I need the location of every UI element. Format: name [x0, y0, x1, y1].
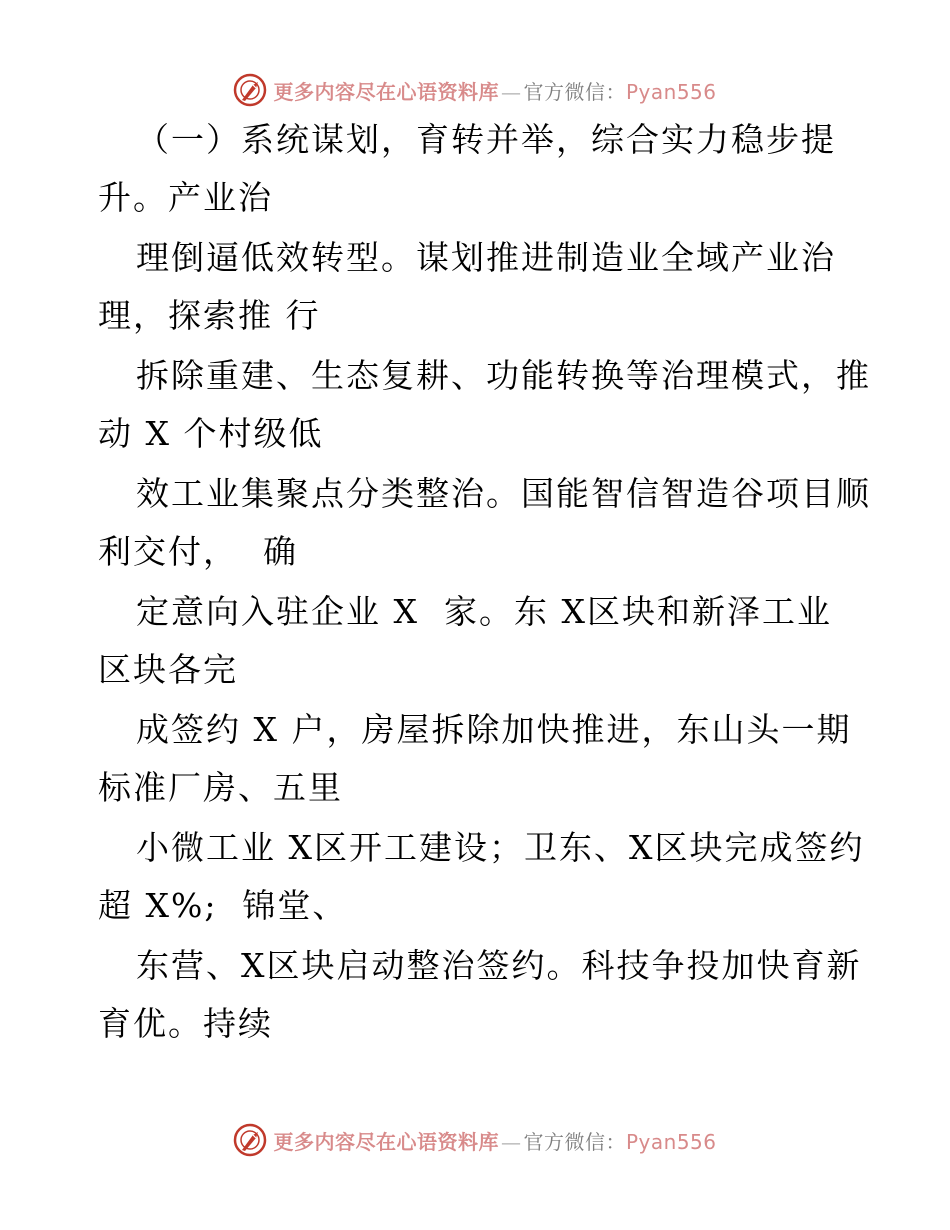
header-banner — [0, 70, 950, 110]
body-line: 利交付， 确 — [98, 532, 298, 571]
footer-banner — [0, 1120, 950, 1160]
body-line: 定意向入驻企业 X 家。东 X区块和新泽工业 — [136, 592, 832, 631]
header-wechat-label: 官方微信： — [523, 79, 626, 104]
body-line: 理，探索推 行 — [98, 296, 321, 335]
body-line: 理倒逼低效转型。谋划推进制造业全域产业治 — [136, 238, 836, 277]
body-line: 升。产业治 — [98, 178, 273, 217]
body-line: 效工业集聚点分类整治。国能智信智造谷项目顺 — [136, 474, 871, 513]
footer-wechat-label: 官方微信： — [523, 1129, 626, 1154]
footer-banner-text — [273, 1126, 716, 1155]
body-line: 拆除重建、生态复耕、功能转换等治理模式，推 — [136, 356, 871, 395]
header-brand-text: 更多内容尽在心语资料库 — [273, 79, 499, 104]
header-wechat-id: Pyan556 — [625, 79, 717, 104]
body-line: 动 X 个村级低 — [98, 414, 324, 453]
header-banner-text — [273, 76, 716, 105]
header-separator: — — [500, 79, 522, 104]
body-line: 育优。持续 — [98, 1004, 273, 1043]
footer-brand-text: 更多内容尽在心语资料库 — [273, 1129, 499, 1154]
body-line: 超 X%; 锦堂、 — [98, 886, 348, 925]
pen-nib-logo-icon — [233, 73, 267, 107]
body-line: 成签约 X 户，房屋拆除加快推进，东山头一期 — [136, 710, 852, 749]
body-line: 区块各完 — [98, 650, 238, 689]
body-line: 东营、X区块启动整治签约。科技争投加快育新 — [136, 946, 862, 985]
body-line: 标准厂房、五里 — [98, 768, 343, 807]
body-line: 小微工业 X区开工建设；卫东、X区块完成签约 — [136, 828, 865, 867]
body-line: （一）系统谋划，育转并举，综合实力稳步提 — [136, 120, 836, 159]
footer-separator: — — [500, 1129, 522, 1154]
footer-wechat-id: Pyan556 — [625, 1129, 717, 1154]
pen-nib-logo-icon — [233, 1123, 267, 1157]
